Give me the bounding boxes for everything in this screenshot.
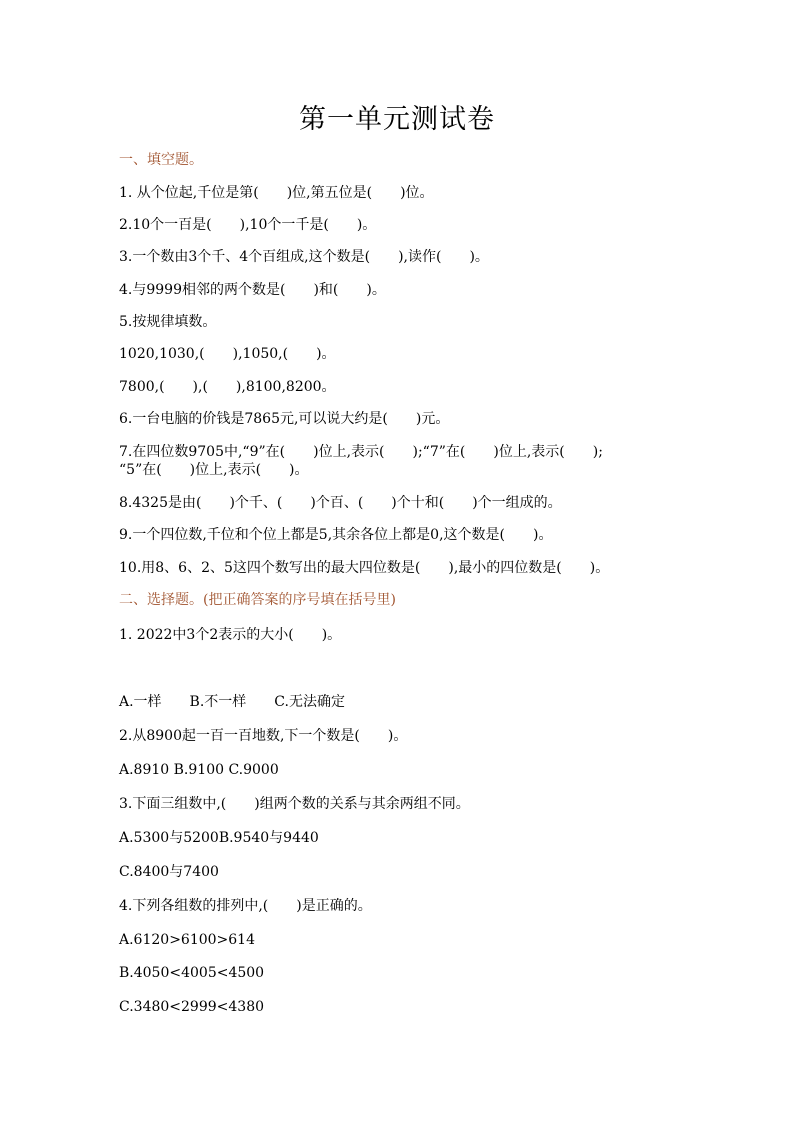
option-line: B.4050<4005<4500 [119, 965, 265, 981]
question-line: 9.一个四位数,千位和个位上都是5,其余各位上都是0,这个数是( )。 [119, 527, 553, 543]
question-line: 7.在四位数9705中,“9”在( )位上,表示( );“7”在( )位上,表示( ); [119, 444, 603, 460]
question-line: 4.下列各组数的排列中,( )是正确的。 [119, 898, 372, 914]
question-line: 10.用8、6、2、5这四个数写出的最大四位数是( ),最小的四位数是( )。 [119, 560, 610, 576]
question-line: 5.按规律填数。 [119, 314, 217, 330]
section-heading-fill-in: 一、填空题。 [119, 152, 203, 168]
option-line: C.8400与7400 [119, 864, 219, 880]
question-line: 6.一台电脑的价钱是7865元,可以说大约是( )元。 [119, 411, 450, 427]
option-line: A.5300与5200B.9540与9440 [119, 830, 319, 846]
question-line: 8.4325是由( )个千、( )个百、( )个十和( )个一组成的。 [119, 495, 562, 511]
question-line: 3.下面三组数中,( )组两个数的关系与其余两组不同。 [119, 796, 470, 812]
option-line: A.6120>6100>614 [119, 932, 256, 948]
question-line: “5”在( )位上,表示( )。 [119, 462, 309, 478]
question-line: 1020,1030,( ),1050,( )。 [119, 346, 336, 362]
question-line: 2.从8900起一百一百地数,下一个数是( )。 [119, 728, 408, 744]
option-line: A.一样 B.不一样 C.无法确定 [119, 694, 345, 710]
section-heading-multiple-choice: 二、选择题。(把正确答案的序号填在括号里) [119, 592, 396, 608]
page-title: 第一单元测试卷 [299, 104, 495, 135]
option-line: C.3480<2999<4380 [119, 999, 265, 1015]
question-line: 1. 从个位起,千位是第( )位,第五位是( )位。 [119, 185, 434, 201]
question-line: 4.与9999相邻的两个数是( )和( )。 [119, 282, 386, 298]
question-line: 7800,( ),( ),8100,8200。 [119, 379, 336, 395]
option-line: A.8910 B.9100 C.9000 [119, 762, 279, 778]
question-line: 3.一个数由3个千、4个百组成,这个数是( ),读作( )。 [119, 249, 489, 265]
question-line: 2.10个一百是( ),10个一千是( )。 [119, 217, 377, 233]
question-line: 1. 2022中3个2表示的大小( )。 [119, 627, 342, 643]
